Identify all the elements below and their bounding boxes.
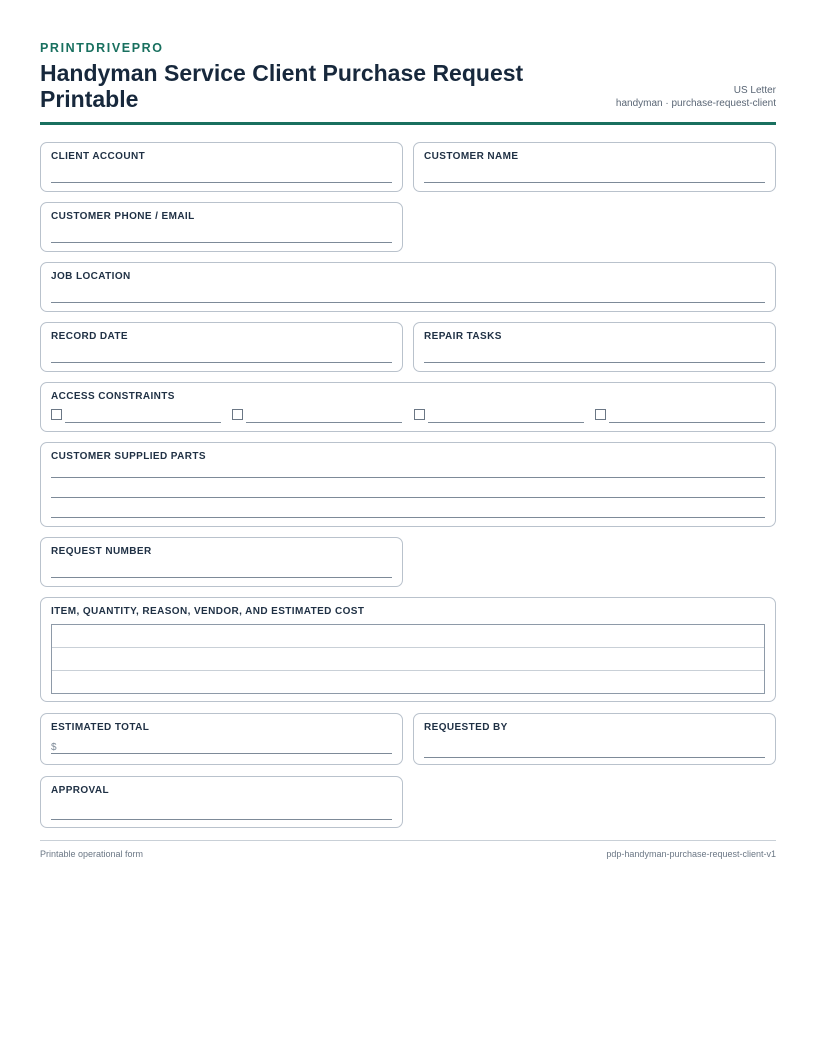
access-option-4-checkbox[interactable] [595, 409, 606, 420]
approval-line[interactable] [51, 819, 392, 820]
requested-by-line[interactable] [424, 757, 765, 758]
footer-note: Printable operational form [40, 849, 144, 859]
estimated-total-label: ESTIMATED TOTAL [51, 722, 150, 733]
access-option-3-checkbox[interactable] [414, 409, 425, 420]
request-number-line[interactable] [51, 577, 392, 578]
item-cost-table [51, 624, 765, 694]
table-row[interactable] [52, 625, 764, 648]
customer-name-field[interactable] [413, 142, 776, 192]
access-constraints-label: ACCESS CONSTRAINTS [51, 391, 175, 402]
record-date-field[interactable] [40, 322, 403, 372]
record-date-label: RECORD DATE [51, 331, 128, 342]
client-account-label: CLIENT ACCOUNT [51, 151, 146, 162]
job-location-line[interactable] [51, 302, 765, 303]
record-date-line[interactable] [51, 362, 392, 363]
requested-by-label: REQUESTED BY [424, 722, 508, 733]
client-account-field[interactable] [40, 142, 403, 192]
estimated-total-line[interactable] [51, 753, 392, 754]
customer-supplied-parts-field[interactable] [40, 442, 776, 527]
page-title: Handyman Service Client Purchase Request Printable [40, 60, 524, 112]
customer-name-label: CUSTOMER NAME [424, 151, 519, 162]
customer-phone-email-label: CUSTOMER PHONE / EMAIL [51, 211, 195, 222]
customer-name-line[interactable] [424, 182, 765, 183]
access-option-2-checkbox[interactable] [232, 409, 243, 420]
access-constraints-field [40, 382, 776, 432]
brand-name: PRINTDRIVEPRO [40, 41, 164, 55]
customer-phone-email-line[interactable] [51, 242, 392, 243]
repair-tasks-line[interactable] [424, 362, 765, 363]
access-option-4-line[interactable] [609, 422, 765, 423]
header-divider [40, 122, 776, 125]
access-option-2-line[interactable] [246, 422, 402, 423]
approval-label: APPROVAL [51, 785, 110, 796]
item-cost-table-field [40, 597, 776, 702]
repair-tasks-field[interactable] [413, 322, 776, 372]
request-number-field[interactable] [40, 537, 403, 587]
job-location-field[interactable] [40, 262, 776, 312]
parts-line-1[interactable] [51, 477, 765, 478]
footer-divider [40, 840, 776, 841]
job-location-label: JOB LOCATION [51, 271, 131, 282]
parts-line-3[interactable] [51, 517, 765, 518]
request-number-label: REQUEST NUMBER [51, 546, 152, 557]
table-row[interactable] [52, 648, 764, 671]
estimated-total-field[interactable] [40, 713, 403, 765]
access-option-3-line[interactable] [428, 422, 584, 423]
requested-by-field[interactable] [413, 713, 776, 765]
form-id: pdp-handyman-purchase-request-client-v1 [606, 849, 776, 859]
table-row[interactable] [52, 671, 764, 694]
document-tags: handyman · purchase-request-client [615, 98, 776, 109]
repair-tasks-label: REPAIR TASKS [424, 331, 502, 342]
access-option-1-checkbox[interactable] [51, 409, 62, 420]
customer-phone-email-field[interactable] [40, 202, 403, 252]
document-meta [616, 84, 776, 110]
parts-line-2[interactable] [51, 497, 765, 498]
currency-symbol: $ [51, 742, 57, 753]
paper-size: US Letter [733, 85, 776, 96]
item-cost-table-label: ITEM, QUANTITY, REASON, VENDOR, AND ESTIMATED COST [51, 606, 365, 617]
customer-supplied-parts-label: CUSTOMER SUPPLIED PARTS [51, 451, 206, 462]
approval-field[interactable] [40, 776, 403, 828]
client-account-line[interactable] [51, 182, 392, 183]
access-option-1-line[interactable] [65, 422, 221, 423]
